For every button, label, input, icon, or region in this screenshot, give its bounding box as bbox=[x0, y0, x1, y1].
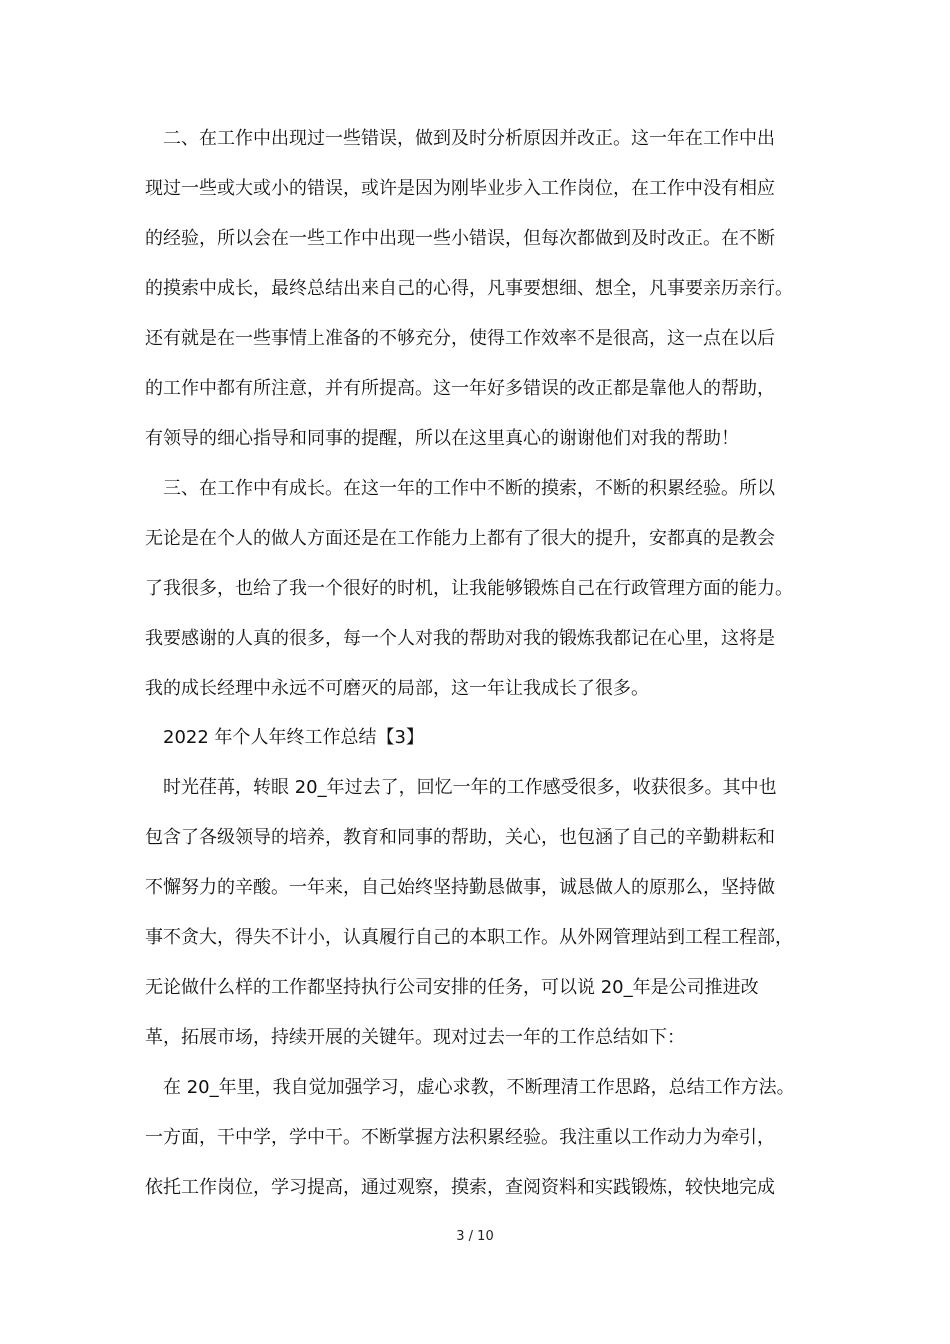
paragraph-line: 的摸索中成长，最终总结出来自己的心得，凡事要想细、想全，凡事要亲历亲行。 bbox=[145, 278, 793, 299]
paragraph-line: 事不贪大，得失不计小，认真履行自己的本职工作。从外网管理站到工程工程部， bbox=[145, 927, 793, 948]
paragraph-line: 包含了各级领导的培养，教育和同事的帮助，关心，也包涵了自己的辛勤耕耘和 bbox=[145, 827, 775, 848]
paragraph-line: 时光荏苒，转眼 20_年过去了，回忆一年的工作感受很多，收获很多。其中也 bbox=[163, 777, 777, 798]
section-heading: 2022 年个人年终工作总结【3】 bbox=[163, 727, 424, 748]
paragraph-line: 有领导的细心指导和同事的提醒，所以在这里真心的谢谢他们对我的帮助！ bbox=[145, 428, 739, 449]
page-number: 3 / 10 bbox=[456, 1229, 494, 1244]
paragraph-line: 还有就是在一些事情上准备的不够充分，使得工作效率不是很高，这一点在以后 bbox=[145, 328, 775, 349]
paragraph-line: 无论做什么样的工作都坚持执行公司安排的任务，可以说 20_年是公司推进改 bbox=[145, 977, 759, 998]
paragraph-line: 不懈努力的辛酸。一年来，自己始终坚持勤恳做事，诚恳做人的原那么，坚持做 bbox=[145, 877, 775, 898]
paragraph-line: 我的成长经理中永远不可磨灭的局部，这一年让我成长了很多。 bbox=[145, 678, 649, 699]
paragraph-line: 的工作中都有所注意，并有所提高。这一年好多错误的改正都是靠他人的帮助， bbox=[145, 378, 775, 399]
paragraph-line: 的经验，所以会在一些工作中出现一些小错误，但每次都做到及时改正。在不断 bbox=[145, 228, 775, 249]
paragraph-line: 三、在工作中有成长。在这一年的工作中不断的摸索，不断的积累经验。所以 bbox=[163, 478, 775, 499]
paragraph-line: 革，拓展市场，持续开展的关键年。现对过去一年的工作总结如下： bbox=[145, 1027, 685, 1048]
paragraph-line: 依托工作岗位，学习提高，通过观察，摸索，查阅资料和实践锻炼，较快地完成 bbox=[145, 1177, 775, 1198]
paragraph-line: 在 20_年里，我自觉加强学习，虚心求教，不断理清工作思路，总结工作方法。 bbox=[163, 1077, 795, 1098]
paragraph-line: 一方面，干中学，学中干。不断掌握方法积累经验。我注重以工作动力为牵引， bbox=[145, 1127, 775, 1148]
paragraph-line: 无论是在个人的做人方面还是在工作能力上都有了很大的提升，安都真的是教会 bbox=[145, 528, 775, 549]
paragraph-line: 了我很多，也给了我一个很好的时机，让我能够锻炼自己在行政管理方面的能力。 bbox=[145, 578, 793, 599]
paragraph-line: 我要感谢的人真的很多，每一个人对我的帮助对我的锻炼我都记在心里，这将是 bbox=[145, 628, 775, 649]
paragraph-line: 现过一些或大或小的错误，或许是因为刚毕业步入工作岗位，在工作中没有相应 bbox=[145, 178, 775, 199]
paragraph-line: 二、在工作中出现过一些错误，做到及时分析原因并改正。这一年在工作中出 bbox=[163, 128, 775, 149]
